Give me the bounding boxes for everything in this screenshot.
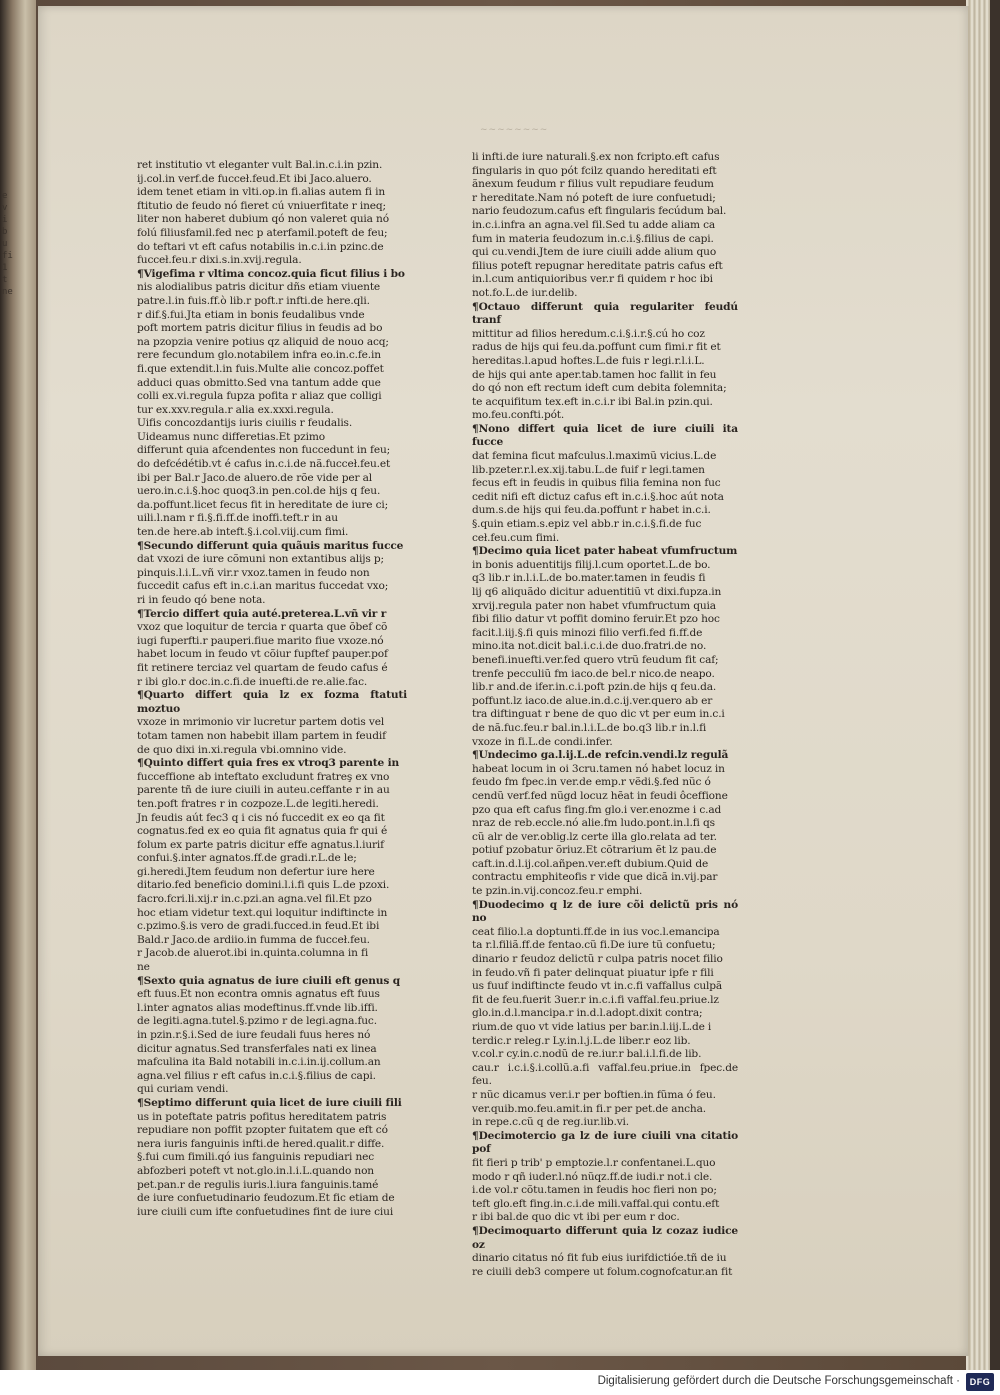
text-line: colli ex.vi.regula fupza pofita r aliaz que colligi xyxy=(137,390,382,403)
text-line: ¶Vigefima r vltima concoz.quia ficut filius i bo xyxy=(137,267,405,280)
text-line: da.poffunt.licet fecus fit in hereditate de iure ci; xyxy=(137,498,389,511)
text-line: do defcédétib.vt é cafus in.c.i.de nã.fucceł.feu.et xyxy=(137,458,391,471)
text-line: ¶Secundo differunt quia quãuis maritus fucce xyxy=(137,539,404,552)
text-line: Jn feudis aút fec3 q i cis nó fuccedit ex eo qa fit xyxy=(137,811,385,824)
text-line: l.inter agnatos alias modeftinus.ff.vnde lib.iffi. xyxy=(137,1001,378,1014)
text-line: de hijs qui ante aper.tab.tamen hoc fallit in feu xyxy=(472,368,717,381)
text-column-right xyxy=(472,151,738,1279)
text-line: ¶Duodecimo q lz de iure cõi delictũ pris nó no xyxy=(472,898,738,925)
text-line: ver.quib.mo.feu.amit.in fi.r per pet.de ancha. xyxy=(472,1102,706,1115)
text-line: radus de hijs qui feu.da.poffunt cum fimi.r fit et xyxy=(472,341,721,354)
text-line: te acquifitum tex.eft in.c.i.r ibi Bal.in pzin.qui. xyxy=(472,395,713,408)
text-line: v.col.r cy.in.c.nodũ de re.iur.r bal.i.l.fi.de lib. xyxy=(472,1048,702,1061)
text-line: iure ciuili cum ifte confuetudines fint de iure ciui xyxy=(137,1205,394,1218)
text-line: facit.l.iij.§.fi quis minozi filio verfi.fed fi.ff.de xyxy=(472,626,703,639)
text-line: rium.de quo vt vide latius per bar.in.l.iij.L.de i xyxy=(472,1021,712,1033)
text-line: dinario citatus nó fit fub eius iurifdictióe.tñ de iu xyxy=(472,1252,727,1265)
text-line: in.l.cum antiquioribus ver.r fi quidem r hoc ibi xyxy=(472,273,713,286)
text-line: ¶Decimotercio ga lz de iure ciuili vna citatio pof xyxy=(472,1129,738,1156)
text-line: lib.pzeter.r.l.ex.xij.tabu.L.de fuif r legi.tamen xyxy=(472,463,705,476)
text-line: ceat filio.l.a doptunti.ff.de in ius voc.l.emancipa xyxy=(472,925,720,938)
text-line: facro.fcri.li.xij.r in.c.pzi.an agna.vel fil.Et pzo xyxy=(137,893,372,906)
text-line: nario feudozum.cafus eft fingularis fecúdum bal. xyxy=(472,205,727,218)
text-line: filius poteft repugnar hereditate patris cafus eft xyxy=(472,259,723,272)
text-line: adduci quas obmitto.Sed vna tantum adde que xyxy=(137,376,381,389)
text-line: dum.s.de hijs qui feu.da.poffunt r habet in.c.i. xyxy=(472,504,711,517)
text-line: iugi fuperfti.r pauperi.fiue marito fiue vxoze.nó xyxy=(137,634,384,647)
text-line: in bonis aduentitijs filij.l.cum oportet.L.de bo. xyxy=(472,558,711,571)
text-line: de iure confuetudinario feudozum.Et fic etiam de xyxy=(137,1192,395,1205)
text-line: eft fuus.Et non econtra omnis agnatus eft fuus xyxy=(137,988,380,1001)
text-line: repudiare non poffit pzopter fuitatem que eft có xyxy=(137,1124,388,1137)
text-line: nis alodialibus patris dicitur dñs etiam viuente xyxy=(137,281,381,294)
text-line: de nã.fuc.feu.r bal.in.l.i.L.de bo.q3 lib.r in.l.fi xyxy=(472,721,707,734)
text-line: fingularis in quo pót fcilz quando hereditati eft xyxy=(472,164,717,177)
text-line: i.de vol.r cõtu.tamen in feudis hoc fieri non po; xyxy=(472,1184,717,1197)
text-line: in repe.c.cũ q de reg.iur.lib.vi. xyxy=(472,1116,629,1129)
text-line: modo r qñ iuder.l.nó nũqz.ff.de iudi.r not.i cle. xyxy=(472,1170,713,1183)
text-line: agna.vel filius r eft cafus in.c.i.§.filius de capi. xyxy=(137,1069,376,1082)
text-line: qui curiam vendi. xyxy=(137,1083,229,1096)
text-line: ¶Undecimo ga.l.ij.L.de refcin.vendi.lz regulã xyxy=(472,749,729,762)
text-line: ceł.feu.cum fimi. xyxy=(472,531,560,544)
text-line: r nũc dicamus ver.i.r per boftien.in fũma ó feu. xyxy=(472,1088,716,1101)
text-line: r Jacob.de aluerot.ibi in.quinta.columna in fi xyxy=(137,947,369,960)
text-line: ne xyxy=(137,961,150,974)
text-line: vxoze in mrimonio vir lucretur partem dotis vel xyxy=(137,716,385,729)
text-line: ten.poft fratres r in cozpoze.L.de legiti.heredi. xyxy=(137,797,379,810)
text-line: abfozberi poteft vt not.glo.in.l.i.L.quando non xyxy=(137,1164,374,1177)
text-line: hereditas.l.apud hoftes.L.de fuis r legi.r.l.i.L. xyxy=(472,354,705,367)
footer-bar xyxy=(0,1370,1000,1395)
text-line: mino.ita not.dicit bal.i.c.i.de duo.fratri.de no. xyxy=(472,640,707,653)
text-column-left xyxy=(137,159,407,1219)
text-line: hoc etiam videtur text.qui loquitur indiftincte in xyxy=(137,906,388,919)
facing-page-edge xyxy=(0,0,36,1370)
text-line: cendũ verf.fed nũgd locuz hẽat in feudi ôceffione xyxy=(472,789,728,802)
text-line: li infti.de iure naturali.§.ex non fcripto.eft cafus xyxy=(472,151,720,163)
text-line: do teftari vt eft cafus notabilis in.c.i.in pzinc.de xyxy=(137,240,384,253)
text-line: ¶Decimoquarto differunt quia lz cozaz iudice oz xyxy=(472,1224,738,1251)
text-line: potiuf pzobatur õriuz.Et cõtrarium ẽt lz pau.de xyxy=(472,844,717,857)
text-line: habeat locum in oi 3cru.tamen nó habet locuz in xyxy=(472,762,725,775)
text-line: pzo qua eft cafus fing.fm glo.i ver.enozme i c.ad xyxy=(472,803,722,816)
text-line: r ibi bal.de quo dic vt ibi per eum r doc. xyxy=(472,1211,680,1224)
text-line: dat femina ficut mafculus.l.maximũ vicius.L.de xyxy=(472,450,717,463)
text-line: vxoz que loquitur de tercia r quarta que õbef cõ xyxy=(137,621,388,634)
faint-header-marks: ~~~~~~~~ xyxy=(480,125,549,135)
text-line: cau.r i.c.i.§.i.collũ.a.fi vaffal.feu.priue.in fpec.de feu. xyxy=(472,1061,738,1088)
text-line: vxoze in fi.L.de condi.infer. xyxy=(472,735,613,748)
text-line: fit retinere terciaz vel quartam de feudo cafus é xyxy=(137,661,388,674)
text-line: fucceffione ab inteftato excludunt fratreş ex vno xyxy=(137,770,390,783)
text-line: ¶Octauo differunt quia regulariter feudú tranf xyxy=(472,300,738,327)
text-line: confui.§.inter agnatos.ff.de gradi.r.L.de le; xyxy=(137,852,357,865)
text-line: dinario r feudoz delictũ r culpa patris nocet filio xyxy=(472,953,723,966)
text-line: poft mortem patris dicitur filius in feudis ad bo xyxy=(137,322,383,335)
funding-credit: Digitalisierung gefördert durch die Deutsche Forschungsgemeinschaft · xyxy=(597,1375,960,1387)
binding-shadow xyxy=(990,0,1000,1370)
text-line: us in poteftate patris pofitus hereditatem patris xyxy=(137,1110,387,1123)
text-line: cũ alr de ver.oblig.lz certe illa glo.relata ad ter. xyxy=(472,830,717,843)
text-line: contractu emphiteofis r vide que dicã in.vij.par xyxy=(472,871,718,884)
text-line: terdic.r releg.r Ly.in.l.j.L.de liber.r eoz lib. xyxy=(472,1034,691,1047)
text-line: c.pzimo.§.is vero de gradi.fucced.in feud.Et ibi xyxy=(137,920,380,933)
text-line: §.fui cum fimili.qó ius fanguinis repudiari nec xyxy=(137,1151,375,1164)
text-line: de quo dixi in.xi.regula vbi.omnino vide. xyxy=(137,743,347,756)
text-line: totam tamen non habebit illam partem in feudif xyxy=(137,729,386,742)
text-line: ibi per Bal.r Jaco.de aluero.de rõe vide per al xyxy=(137,471,373,484)
text-line: habet locum in feudo vt cõiur fupftef pauper.pof xyxy=(137,648,388,661)
text-line: §.quin etiam.s.epiz vel abb.r in.c.i.§.fi.de fuc xyxy=(472,518,702,531)
text-line: pinquis.l.i.L.vñ vir.r vxoz.tamen in feudo non xyxy=(137,566,370,579)
text-line: qui cu.vendi.Jtem de iure ciuili adde alium quo xyxy=(472,246,717,259)
text-line: fuccedit cafus eft in.c.i.an maritus fuccedat vxo; xyxy=(137,580,389,593)
text-line: poffunt.lz iaco.de alue.in.d.c.ij.ver.quero ab er xyxy=(472,694,713,707)
text-line: in.c.i.infra an agna.vel fil.Sed tu adde aliam ca xyxy=(472,218,716,231)
stacked-page-edges xyxy=(966,0,992,1370)
text-line: rere fecundum glo.notabilem infra eo.in.c.fe.in xyxy=(137,349,381,362)
text-line: folum ex parte patris dicitur effe agnatus.l.iurif xyxy=(137,838,384,851)
text-line: teft glo.eft fing.in.c.i.de mili.vaffal.qui contu.eft xyxy=(472,1197,720,1210)
text-line: Uideamus nunc differetias.Et pzimo xyxy=(137,430,325,443)
text-line: ¶Tercio differt quia auté.preterea.L.vñ vir r xyxy=(137,607,387,620)
text-line: lij q6 aliquãdo dicitur aduentitiũ vt dixi.fupza.in xyxy=(472,586,722,598)
text-line: te pzin.in.vij.concoz.feu.r emphi. xyxy=(472,885,643,898)
text-line: fit de feu.fuerit 3uer.r in.c.i.fi vaffal.feu.priue.lz xyxy=(472,993,719,1006)
text-line: fecus eft in feudis in quibus filia femina non fuc xyxy=(472,477,721,490)
text-line: uero.in.c.i.§.hoc quoq3.in pen.col.de hijs q feu. xyxy=(137,485,381,498)
text-line: ¶Septimo differunt quia licet de iure ciuili fili xyxy=(137,1096,402,1109)
text-line: benefi.inuefti.ver.fed quero vtrũ feudum fit caf; xyxy=(472,653,719,666)
text-line: ij.col.in verf.de fucceł.feud.Et ibi Jaco.aluero. xyxy=(137,172,372,185)
text-line: uili.l.nam r fi.§.fi.ff.de inoffi.teft.r in au xyxy=(137,512,338,525)
text-line: ri in feudo qó bene nota. xyxy=(137,594,266,606)
text-line: liter non haberet dubium qó non valeret quia nó xyxy=(137,213,389,226)
text-line: xrvij.regula pater non habet vfumfructum quia xyxy=(472,599,716,612)
text-line: dat vxozi de iure cõmuni non extantibus alijs p; xyxy=(137,553,384,566)
text-line: fucceł.feu.r dixi.s.in.xvij.regula. xyxy=(137,254,302,267)
text-line: ¶Quinto differt quia fres ex vtroq3 parente in xyxy=(137,757,400,770)
text-line: parente tñ de iure ciuili in auteu.ceffante r in au xyxy=(137,784,390,797)
text-line: feudo fm fpec.in ver.de emp.r vẽdi.§.fed nũc ó xyxy=(472,776,711,789)
text-line: de legiti.agna.tutel.§.pzimo r de legi.agna.fuc. xyxy=(137,1015,377,1028)
text-line: glo.in.d.l.mancipa.r in.d.l.adopt.dixit contra; xyxy=(472,1007,703,1020)
text-line: fum in materia feudozum in.c.i.§.filius de capi. xyxy=(472,232,714,245)
text-line: ¶Decimo quia licet pater habeat vfumfructum xyxy=(472,545,738,558)
text-line: r hereditate.Nam nó poteft de iure confuetudi; xyxy=(472,191,716,204)
text-line: idem tenet etiam in vlti.op.in fi.alias autem fi in xyxy=(137,186,386,199)
text-line: nera iuris fanguinis infti.de hered.qualit.r diffe. xyxy=(137,1137,385,1150)
text-line: r ibi glo.r doc.in.c.fi.de inuefti.de re.alie.fac. xyxy=(137,675,368,688)
text-line: nraz de reb.eccle.nó alie.fm ludo.pont.in.l.fi qs xyxy=(472,817,715,830)
text-line: cognatus.fed ex eo quia fit agnatus quia fr qui é xyxy=(137,825,388,838)
text-line: ditario.fed beneficio domini.l.i.fi quis L.de pzoxi. xyxy=(137,879,390,892)
text-line: ten.de here.ab inteft.§.i.col.viij.cum fimi. xyxy=(137,526,349,539)
text-line: in feudo.vñ fi pater delinquat piuatur ipfe r fili xyxy=(472,966,714,979)
facing-page-fragment: e v i b u fi 1 t ne xyxy=(2,191,13,297)
dfg-logo: DFG xyxy=(966,1373,994,1391)
text-line: r dif.§.fui.Jta etiam in bonis feudalibus vnde xyxy=(137,308,365,321)
text-line: ret institutio vt eleganter vult Bal.in.c.i.in pzin. xyxy=(137,159,383,171)
text-line: tra diftinguat r bene de quo dic vt per eum in.c.i xyxy=(472,708,725,721)
text-line: Uifis concozdantijs iuris ciuilis r feudalis. xyxy=(137,417,353,430)
text-line: ta r.l.filiã.ff.de fentao.cũ fi.De iure tũ confuetu; xyxy=(472,939,716,952)
text-line: folú filiusfamil.fed nec p aterfamil.poteft de feu; xyxy=(137,226,388,239)
text-line: fi.que extendit.l.in fuis.Multe alie concoz.poffet xyxy=(137,362,384,375)
text-line: differunt quia afcendentes non fuccedunt in feu; xyxy=(137,444,391,457)
text-line: q3 lib.r in.l.i.L.de bo.mater.tamen in feudis fi xyxy=(472,572,706,585)
text-line: in pzin.r.§.i.Sed de iure feudali fuus heres nó xyxy=(137,1029,371,1041)
text-line: fibi filio datur vt poffit domino feruir.Et pzo hoc xyxy=(472,613,720,626)
text-line: us fuuf indiftincte feudo vt in.c.fi vaffallus culpã xyxy=(472,980,723,993)
text-line: tur ex.xxv.regula.r alia ex.xxxi.regula. xyxy=(137,403,334,416)
text-line: cedit nifi eft dictuz cafus eft in.c.i.§.hoc aút nota xyxy=(472,490,724,503)
text-line: ¶Quarto differt quia lz ex fozma ftatuti moztuo xyxy=(137,689,407,715)
text-line: trenfe pecculiũ fm iaco.de bel.r nico.de neapo. xyxy=(472,667,715,680)
text-line: ¶Nono differt quia licet de iure ciuili ita fucce xyxy=(472,422,738,449)
text-line: ftitutio de feudo nó fieret cú vniuerfitate r ineq; xyxy=(137,199,386,212)
text-line: pet.pan.r de regulis iuris.l.iura fanguinis.tamé xyxy=(137,1178,379,1191)
text-line: Bald.r Jaco.de ardiio.in fumma de fucceł.feu. xyxy=(137,933,370,946)
text-line: caft.in.d.l.ij.col.añpen.ver.eft dubium.Quid de xyxy=(472,857,709,870)
text-line: patre.l.in fuis.ff.ò lib.r poft.r infti.de here.qli. xyxy=(137,294,370,307)
text-line: not.fo.L.de iur.delib. xyxy=(472,286,578,299)
text-line: mittitur ad filios heredum.c.i.§.i.r.§.cú ho coz xyxy=(472,327,705,340)
text-line: fit fieri p trib' p emptozie.l.r confentanei.L.quo xyxy=(472,1156,716,1169)
text-line: gi.heredi.Jtem feudum non defertur iure here xyxy=(137,865,375,878)
text-line: dicitur agnatus.Sed transferfales nati ex linea xyxy=(137,1042,377,1055)
text-line: na pzopzia venire potius qz aliquid de nouo acq; xyxy=(137,335,389,348)
text-line: mafculina ita Bald notabili in.c.i.in.ij.collum.an xyxy=(137,1056,381,1069)
text-line: re ciuili deb3 compere ut folum.cognofcatur.an fit xyxy=(472,1265,733,1278)
text-line: lib.r and.de ifer.in.c.i.poft pzin.de hijs q feu.da. xyxy=(472,681,717,694)
text-line: mo.feu.confti.pót. xyxy=(472,409,565,422)
text-line: ¶Sexto quia agnatus de iure ciuili eft genus q xyxy=(137,974,400,987)
text-line: do qó non eft rectum ideft cum debita folemnita; xyxy=(472,382,727,395)
text-line: ãnexum feudum r filius vult repudiare feudum xyxy=(472,178,714,191)
